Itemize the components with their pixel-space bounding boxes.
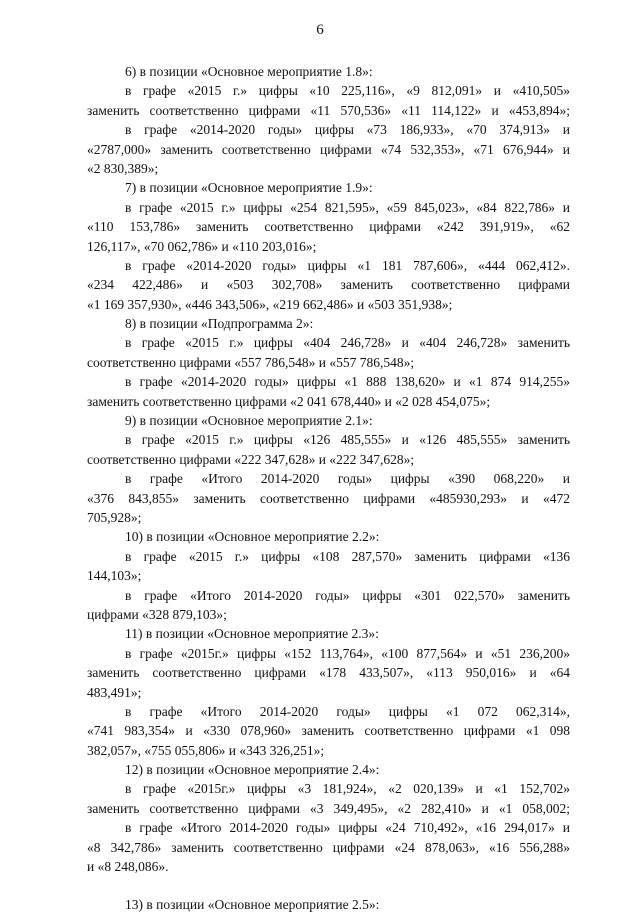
text-line: соответственно цифрами «557 786,548» и «557 786,548»; bbox=[87, 354, 415, 370]
text-line: заменить соответственно цифрами «3 349,495», «2 282,410» и «1 058,002; bbox=[87, 800, 570, 816]
text-line: 705,928»; bbox=[87, 509, 142, 525]
text-line: в графе «2015г.» цифры «152 113,764», «100 877,564» и «51 236,200» bbox=[125, 645, 570, 661]
text-line: 144,103»; bbox=[87, 568, 142, 584]
text-line: 9) в позиции «Основное мероприятие 2.1»: bbox=[125, 413, 373, 429]
text-line: «110 153,786» заменить соответственно цифрами «242 391,919», «62 bbox=[87, 219, 570, 235]
text-line: и «8 248,086». bbox=[87, 859, 169, 875]
text-line: в графе «2015 г.» цифры «10 225,116», «9 812,091» и «410,505» bbox=[125, 83, 570, 99]
text-line: в графе «2014-2020 годы» цифры «1 181 787,606», «444 062,412». bbox=[125, 257, 570, 273]
text-line: заменить соответственно цифрами «11 570,536» «11 114,122» и «453,894»; bbox=[87, 102, 570, 118]
text-line: в графе «2015г.» цифры «3 181,924», «2 020,139» и «1 152,702» bbox=[125, 781, 570, 797]
text-line: «234 422,486» и «503 302,708» заменить соответственно цифрами bbox=[87, 277, 570, 293]
page-number: 6 bbox=[316, 22, 324, 38]
text-line: «8 342,786» заменить соответственно цифрами «24 878,063», «16 556,288» bbox=[87, 839, 570, 855]
text-line: 13) в позиции «Основное мероприятие 2.5»: bbox=[125, 897, 380, 913]
text-line: в графе «2015 г.» цифры «108 287,570» заменить цифрами «136 bbox=[125, 548, 570, 564]
text-line: 483,491»; bbox=[87, 684, 142, 700]
text-line: в графе «Итого 2014-2020 годы» цифры «1 072 062,314», bbox=[125, 703, 570, 719]
text-line: в графе «Итого 2014-2020 годы» цифры «301 022,570» заменить bbox=[125, 587, 570, 603]
text-line: в графе «2015 г.» цифры «404 246,728» и «404 246,728» заменить bbox=[125, 335, 570, 351]
text-line: в графе «2014-2020 годы» цифры «73 186,933», «70 374,913» и bbox=[125, 122, 570, 138]
text-line: в графе «2015 г.» цифры «126 485,555» и «126 485,555» заменить bbox=[125, 432, 570, 448]
text-line: «741 983,354» и «330 078,960» заменить соответственно цифрами «1 098 bbox=[87, 723, 570, 739]
text-line: «376 843,855» заменить соответственно цифрами «485930,293» и «472 bbox=[87, 490, 570, 506]
text-line: соответственно цифрами «222 347,628» и «222 347,628»; bbox=[87, 451, 415, 467]
text-line: 382,057», «755 055,806» и «343 326,251»; bbox=[87, 742, 325, 758]
document-body bbox=[87, 62, 570, 915]
text-line: 6) в позиции «Основное мероприятие 1.8»: bbox=[125, 64, 373, 79]
text-line: заменить соответственно цифрами «2 041 678,440» и «2 028 454,075»; bbox=[87, 393, 491, 409]
text-line: в графе «2014-2020 годы» цифры «1 888 138,620» и «1 874 914,255» bbox=[125, 374, 570, 390]
paragraph-gap bbox=[87, 876, 570, 895]
text-line: 126,117», «70 062,786» и «110 203,016»; bbox=[87, 238, 317, 254]
text-line: «2787,000» заменить соответственно цифрами «74 532,353», «71 676,944» и bbox=[87, 141, 570, 157]
text-line: 10) в позиции «Основное мероприятие 2.2»: bbox=[125, 529, 380, 545]
text-line: в графе «Итого 2014-2020 годы» цифры «24 710,492», «16 294,017» и bbox=[125, 820, 570, 836]
text-line: 12) в позиции «Основное мероприятие 2.4»: bbox=[125, 762, 380, 778]
text-line: «2 830,389»; bbox=[87, 160, 159, 176]
text-line: 7) в позиции «Основное мероприятие 1.9»: bbox=[125, 180, 373, 196]
text-line: в графе «2015 г.» цифры «254 821,595», «59 845,023», «84 822,786» и bbox=[125, 199, 570, 215]
text-line: заменить соответственно цифрами «178 433,507», «113 950,016» и «64 bbox=[87, 665, 570, 681]
text-line: 11) в позиции «Основное мероприятие 2.3»: bbox=[125, 626, 379, 642]
text-line: «1 169 357,930», «446 343,506», «219 662,486» и «503 351,938»; bbox=[87, 296, 453, 312]
text-line: в графе «Итого 2014-2020 годы» цифры «390 068,220» и bbox=[125, 471, 570, 487]
text-line: 8) в позиции «Подпрограмма 2»: bbox=[125, 316, 314, 332]
text-line: цифрами «328 879,103»; bbox=[87, 606, 227, 622]
